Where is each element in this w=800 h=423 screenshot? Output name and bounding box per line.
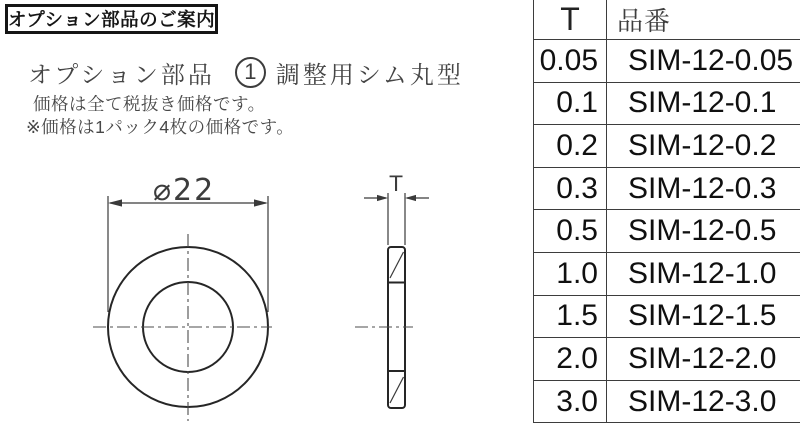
- cell-part-number: SIM-12-1.0: [628, 256, 777, 290]
- hatch-line-top: [390, 252, 404, 278]
- table-row: [534, 83, 800, 126]
- cell-part-number: SIM-12-2.0: [628, 341, 777, 375]
- table-row: [534, 125, 800, 168]
- table-header-row: [534, 0, 800, 40]
- table-row: [534, 168, 800, 211]
- cell-part-number: SIM-12-3.0: [628, 384, 777, 418]
- table-row: [534, 40, 800, 83]
- heading-product-name: 調整用シム丸型: [275, 61, 464, 89]
- thickness-arrow-left: [377, 195, 388, 201]
- arrowhead-left: [108, 199, 122, 206]
- diameter-dimension-label: ⌀22: [153, 173, 216, 208]
- section-heading: [28, 54, 464, 90]
- cell-thickness: 0.3: [534, 168, 607, 210]
- circled-1-number: 1: [244, 59, 257, 84]
- header-part-number: 品番: [617, 6, 672, 36]
- cell-part-number: SIM-12-0.05: [628, 43, 794, 77]
- cell-thickness: 3.0: [534, 381, 607, 423]
- cell-part-number: SIM-12-0.5: [628, 214, 777, 248]
- banner: [5, 4, 218, 34]
- cell-thickness: 1.0: [534, 253, 607, 295]
- cell-part-number: SIM-12-0.3: [628, 171, 777, 205]
- arrowhead-right: [254, 199, 268, 206]
- note-tax-excluded: 価格は全て税抜き価格です。: [33, 94, 266, 114]
- circled-1-badge: [235, 57, 266, 88]
- note-pack-of-4: ※価格は1パック4枚の価格です。: [26, 117, 295, 137]
- banner-title: オプション部品のご案内: [7, 9, 216, 30]
- cell-thickness: 2.0: [534, 338, 607, 380]
- table-row: [534, 296, 800, 339]
- table-row: [534, 381, 800, 423]
- thickness-arrow-right: [405, 195, 416, 201]
- header-thickness: T: [534, 0, 607, 39]
- heading-prefix: オプション部品: [28, 61, 215, 89]
- thickness-dimension-label: T: [389, 172, 403, 196]
- cell-thickness: 0.05: [534, 40, 607, 82]
- cell-part-number: SIM-12-0.2: [628, 128, 777, 162]
- hatch-line-bottom: [390, 377, 404, 403]
- table-row: [534, 338, 800, 381]
- table-row: [534, 253, 800, 296]
- cell-thickness: 0.5: [534, 210, 607, 252]
- cell-thickness: 0.2: [534, 125, 607, 167]
- cell-part-number: SIM-12-0.1: [628, 86, 777, 120]
- cell-thickness: 1.5: [534, 296, 607, 338]
- table-row: [534, 210, 800, 253]
- cell-part-number: SIM-12-1.5: [628, 299, 777, 333]
- front-view: [93, 173, 272, 421]
- cell-thickness: 0.1: [534, 83, 607, 125]
- side-view: [355, 172, 429, 408]
- part-number-table: [533, 0, 800, 423]
